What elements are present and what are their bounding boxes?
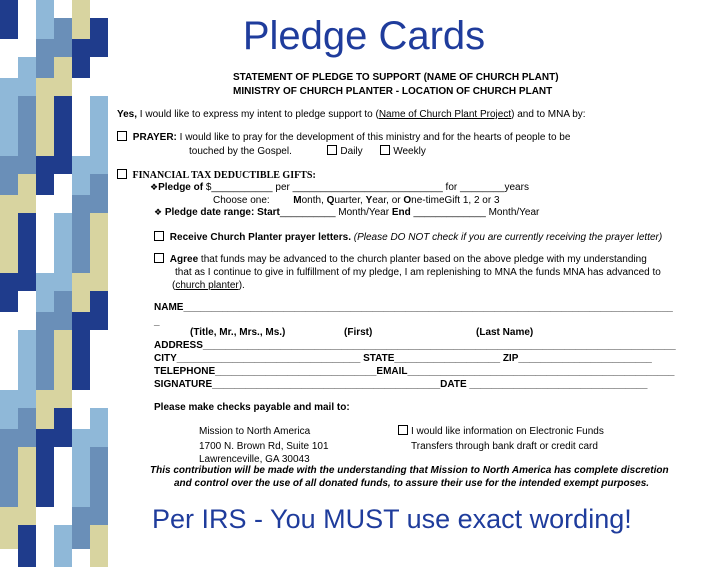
mosaic-tile <box>90 96 108 138</box>
mosaic-tile <box>72 312 90 354</box>
mosaic-tile <box>54 486 72 528</box>
intent-text-end: ) and to MNA by: <box>511 109 586 120</box>
mosaic-tile <box>72 117 90 159</box>
statement-heading: STATEMENT OF PLEDGE TO SUPPORT (NAME OF CHURCH PLANT) <box>233 72 559 83</box>
mosaic-tile <box>54 291 72 333</box>
weekly-label: Weekly <box>393 146 426 157</box>
mosaic-tile <box>36 390 54 432</box>
mosaic-tile <box>90 213 108 255</box>
mosaic-tile <box>54 96 72 138</box>
mail-city: Lawrenceville, GA 30043 <box>199 454 310 465</box>
mosaic-tile <box>0 429 18 471</box>
mail-heading: Please make checks payable and mail to: <box>154 402 350 413</box>
mosaic-tile <box>90 252 108 294</box>
pledge-of-line <box>150 181 529 194</box>
mosaic-tile <box>90 408 108 450</box>
name-field-overflow: _ <box>154 316 160 327</box>
ministry-heading: MINISTRY OF CHURCH PLANTER - LOCATION OF CHURCH PLANT <box>233 86 553 97</box>
eft-text-1: I would like information on Electronic Funds <box>411 426 604 437</box>
mosaic-tile <box>90 291 108 333</box>
signature-date-field[interactable]: SIGNATURE_________________________________________DATE ________________________________ <box>154 379 648 390</box>
year-initial: Y <box>365 195 373 206</box>
mosaic-tile <box>18 486 36 528</box>
mosaic-tile <box>0 351 18 393</box>
mosaic-tile <box>54 408 72 450</box>
decorative-mosaic-strip <box>0 0 110 546</box>
year-rest: ear, or <box>372 195 404 206</box>
city-state-zip-field[interactable]: CITY_________________________________ STATE___________________ ZIP________________________ <box>154 353 652 364</box>
prayer-label: PRAYER: <box>132 132 177 143</box>
mosaic-tile <box>54 447 72 489</box>
mosaic-tile <box>0 234 18 276</box>
mosaic-tile <box>18 330 36 372</box>
onetime-rest: ne-timeGift 1, 2 or 3 <box>411 195 500 206</box>
agree-label: Agree <box>169 254 199 265</box>
mosaic-tile <box>36 156 54 198</box>
mosaic-tile <box>18 291 36 333</box>
mosaic-tile <box>0 78 18 120</box>
mosaic-tile <box>90 447 108 489</box>
mosaic-tile <box>90 525 108 567</box>
mosaic-tile <box>54 135 72 177</box>
prayer-checkbox-icon[interactable] <box>117 131 127 141</box>
mosaic-tile <box>18 252 36 294</box>
mosaic-tile <box>18 135 36 177</box>
intent-line <box>117 108 586 121</box>
mosaic-tile <box>90 174 108 216</box>
mosaic-tile <box>18 408 36 450</box>
mosaic-tile <box>72 468 90 510</box>
prayer-line <box>117 131 570 144</box>
mosaic-tile <box>0 273 18 315</box>
first-sublabel: (First) <box>344 327 373 338</box>
mosaic-tile <box>72 429 90 471</box>
pledge-of-label: Pledge of <box>158 182 204 193</box>
mosaic-tile <box>54 369 72 411</box>
mosaic-tile <box>18 369 36 411</box>
mosaic-tile <box>36 117 54 159</box>
agree-line-3 <box>172 279 245 292</box>
mosaic-tile <box>0 312 18 354</box>
mosaic-tile <box>90 57 108 99</box>
mosaic-tile <box>72 390 90 432</box>
pledge-of-blanks: $___________ per ___________________________ for ________years <box>203 182 529 193</box>
date-range-line <box>154 206 539 219</box>
prayer-text-2: touched by the Gospel. <box>189 146 292 157</box>
diamond-bullet-icon: ❖ <box>150 182 159 192</box>
paren-open: ( <box>172 280 176 291</box>
mosaic-tile <box>54 213 72 255</box>
mail-street: 1700 N. Brown Rd, Suite 101 <box>199 441 329 452</box>
agree-text-1: that funds may be advanced to the church planter based on the above pledge with my understanding <box>198 254 647 265</box>
diamond-bullet-icon: ❖ <box>154 207 163 217</box>
onetime-initial: O <box>403 195 412 206</box>
mosaic-tile <box>0 390 18 432</box>
mosaic-tile <box>90 135 108 177</box>
receive-letters-checkbox-icon[interactable] <box>154 231 164 241</box>
date-range-end-blank: _____________ Month/Year <box>410 207 540 218</box>
prayer-text: I would like to pray for the development of this ministry and for the hearts of people to be <box>176 132 571 143</box>
name-field[interactable]: NAME________________________________________________________________________________________ <box>154 302 673 313</box>
mosaic-tile <box>18 447 36 489</box>
date-range-label: Pledge date range: Start <box>164 207 280 218</box>
receive-letters-line <box>154 231 662 244</box>
mosaic-tile <box>72 195 90 237</box>
mosaic-tile <box>36 507 54 549</box>
disclaimer-line-2: and control over the use of all donated funds, to assure their use for the intended exempt purposes. <box>174 478 650 489</box>
mosaic-tile <box>90 486 108 528</box>
paren-close: ). <box>238 280 245 291</box>
address-field[interactable]: ADDRESS_____________________________________________________________________________________ <box>154 340 676 351</box>
month-initial: M <box>293 195 302 206</box>
mosaic-tile <box>36 195 54 237</box>
mosaic-tile <box>72 156 90 198</box>
quarter-initial: Q <box>326 195 335 206</box>
mosaic-tile <box>90 369 108 411</box>
mosaic-tile <box>72 351 90 393</box>
mosaic-tile <box>18 96 36 138</box>
mosaic-tile <box>36 273 54 315</box>
receive-letters-note: (Please DO NOT check if you are currently receiving the prayer letter) <box>353 232 663 243</box>
mosaic-tile <box>72 507 90 549</box>
mosaic-tile <box>36 312 54 354</box>
mosaic-tile <box>54 174 72 216</box>
page-title: Pledge Cards <box>242 14 486 58</box>
mosaic-tile <box>54 252 72 294</box>
mosaic-tile <box>18 57 36 99</box>
mosaic-tile <box>36 468 54 510</box>
mosaic-tile <box>36 351 54 393</box>
daily-checkbox-icon[interactable] <box>327 145 337 155</box>
eft-text-2: Transfers through bank draft or credit card <box>411 441 598 452</box>
financial-heading: FINANCIAL TAX DEDUCTIBLE GIFTS: <box>132 170 316 181</box>
telephone-email-field[interactable]: TELEPHONE_____________________________EMAIL________________________________________________ <box>154 366 675 377</box>
quarter-rest: uarter, <box>334 195 366 206</box>
mosaic-tile <box>54 525 72 567</box>
end-label: End <box>391 207 411 218</box>
mosaic-tile <box>72 234 90 276</box>
prayer-line-2 <box>189 145 426 158</box>
mosaic-tile <box>0 468 18 510</box>
disclaimer-line-1: This contribution will be made with the understanding that Mission to North America has complete discretion <box>150 465 669 476</box>
date-range-start-blank: __________ Month/Year <box>279 207 392 218</box>
agree-checkbox-icon[interactable] <box>154 253 164 263</box>
mosaic-tile <box>0 195 18 237</box>
agree-line <box>154 253 647 266</box>
mosaic-tile <box>36 429 54 471</box>
mosaic-tile <box>0 507 18 549</box>
eft-checkbox-icon[interactable] <box>398 425 408 435</box>
mosaic-tile <box>36 234 54 276</box>
choose-one-label: Choose one: <box>213 195 270 206</box>
eft-line <box>398 425 604 438</box>
intent-text: I would like to express my intent to pledge support to ( <box>137 109 379 120</box>
mail-org: Mission to North America <box>199 426 311 437</box>
month-rest: onth, <box>301 195 327 206</box>
mosaic-tile <box>54 57 72 99</box>
agree-text-2: that as I continue to give in fulfillment of my pledge, I am replenishing to MNA the funds MNA has advanced to <box>175 267 661 278</box>
mosaic-tile <box>72 78 90 120</box>
mosaic-tile <box>36 78 54 120</box>
mosaic-tile <box>18 213 36 255</box>
church-planter-link: church planter <box>175 280 239 291</box>
mosaic-tile <box>18 174 36 216</box>
daily-label: Daily <box>340 146 363 157</box>
church-plant-project-link: Name of Church Plant Project <box>378 109 512 120</box>
mosaic-tile <box>0 117 18 159</box>
irs-footer-note: Per IRS - You MUST use exact wording! <box>152 504 632 534</box>
receive-letters-label: Receive Church Planter prayer letters. <box>169 232 351 243</box>
mosaic-tile <box>72 273 90 315</box>
mosaic-tile <box>54 330 72 372</box>
mosaic-tile <box>90 330 108 372</box>
mosaic-tile <box>0 156 18 198</box>
financial-checkbox-icon[interactable] <box>117 169 127 179</box>
mosaic-tile <box>18 525 36 567</box>
yes-label: Yes, <box>117 109 138 120</box>
title-sublabel: (Title, Mr., Mrs., Ms.) <box>190 327 286 338</box>
last-name-sublabel: (Last Name) <box>476 327 534 338</box>
weekly-checkbox-icon[interactable] <box>380 145 390 155</box>
